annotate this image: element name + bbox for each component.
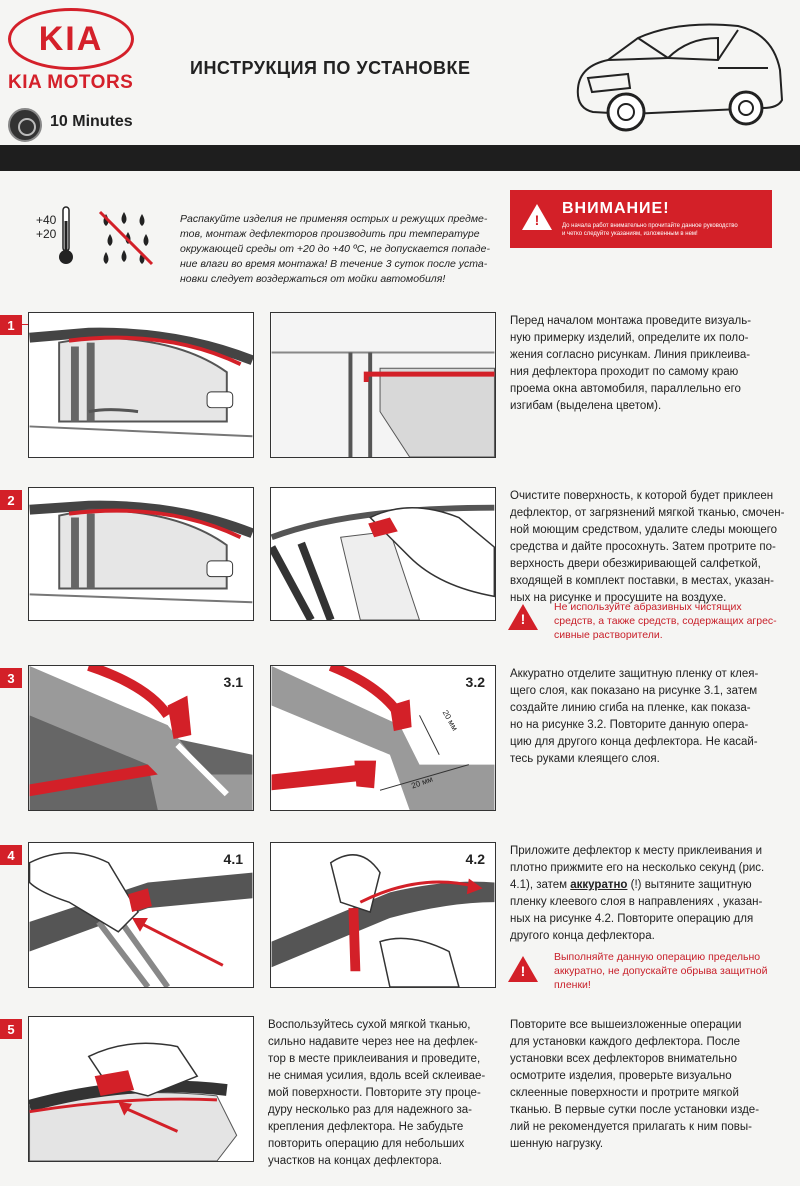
step4-line: пленку клеевого слоя в направлениях , указан- xyxy=(510,896,763,908)
figure-label: 4.2 xyxy=(465,851,485,867)
final-line: склеенные поверхности и протрите мягкой xyxy=(510,1087,739,1099)
step4-line: плотно прижмите его на несколько секунд (рис. xyxy=(510,862,765,874)
step2-line: ных на рисунке и просушите на воздухе. xyxy=(510,592,727,604)
step3-text xyxy=(510,666,795,768)
warning-box: ! ВНИМАНИЕ! До начала работ внимательно прочитайте данное руководство и четко следуйте указаниям, изложенным в нем! xyxy=(510,190,772,248)
kia-logo xyxy=(8,8,134,70)
step4-image-b xyxy=(270,842,496,988)
step5-line: сильно надавите через нее на дефлек- xyxy=(268,1036,478,1048)
step1-line: изгибам (выделена цветом). xyxy=(510,400,662,412)
final-line: тканью. В первые сутки после установки изде- xyxy=(510,1104,760,1116)
step1-text xyxy=(510,313,790,415)
step4-warning xyxy=(554,950,794,992)
step4-line-post: (!) вытяните защитную xyxy=(627,879,752,891)
figure-label: 3.1 xyxy=(223,674,243,690)
final-text xyxy=(510,1017,795,1153)
warning-title: ВНИМАНИЕ! xyxy=(562,200,670,217)
step2-line: верхность двери обезжиривающей салфеткой, xyxy=(510,558,761,570)
header-band xyxy=(0,145,800,171)
step5-text xyxy=(268,1017,503,1170)
step1-line: проема окна автомобиля, параллельно его xyxy=(510,383,741,395)
install-time: 10 Minutes xyxy=(50,113,133,130)
dimension-label: 20 мм xyxy=(440,708,460,733)
stopwatch-icon xyxy=(8,108,42,142)
step3-line: щего слоя, как показано на рисунке 3.1, затем xyxy=(510,685,758,697)
step2-line: средства и дайте просохнуть. Затем протрите по- xyxy=(510,541,776,553)
step3-image-b xyxy=(270,665,496,811)
step-number: 5 xyxy=(0,1019,22,1039)
step4-image-a xyxy=(28,842,254,988)
intro-note xyxy=(180,212,500,287)
warning-subtitle xyxy=(562,222,762,238)
step5-line: Воспользуйтесь сухой мягкой тканью, xyxy=(268,1019,471,1031)
final-line: осмотрите изделия, проверьте визуально xyxy=(510,1070,732,1082)
step2-line: Очистите поверхность, к которой будет приклеен xyxy=(510,490,774,502)
thermometer-icon xyxy=(58,205,74,267)
intro-note-line: ние влаги во время монтажа! В течение 3 суток после уста- xyxy=(180,258,488,270)
step4-warn-line: аккуратно, не допускайте обрыва защитной xyxy=(554,965,768,977)
step3-line: тесь руками клеящего слоя. xyxy=(510,753,660,765)
step5-image xyxy=(28,1016,254,1162)
step5-line: тор в месте приклеивания и проведите, xyxy=(268,1053,481,1065)
step5-line: повторить операцию для небольших xyxy=(268,1138,465,1150)
step2-warn-line: сивные растворители. xyxy=(554,629,663,641)
step2-line: ной моющим средством, удалите следы моющего xyxy=(510,524,778,536)
temp-low: +20 xyxy=(36,227,57,241)
final-line: для установки каждого дефлектора. После xyxy=(510,1036,741,1048)
no-moisture-icon xyxy=(96,208,156,268)
step5-line: участков на концах дефлектора. xyxy=(268,1155,442,1167)
step5-line: не снимая усилия, вдоль всей склеивае- xyxy=(268,1070,486,1082)
car-illustration xyxy=(568,8,790,136)
step4-text xyxy=(510,843,795,945)
step-number: 2 xyxy=(0,490,22,510)
temperature-range xyxy=(36,213,56,241)
step1-line: Перед началом монтажа проведите визуаль- xyxy=(510,315,752,327)
warning-sub-line: До начала работ внимательно прочитайте данное руководство xyxy=(562,223,738,229)
step-number: 4 xyxy=(0,845,22,865)
emphasis-text: аккуратно xyxy=(570,879,628,891)
logo-text: KIA xyxy=(38,19,104,58)
brand-name: KIA MOTORS xyxy=(8,72,134,93)
step1-image-a xyxy=(28,312,254,458)
intro-note-line: новки следует воздержаться от мойки автомобиля! xyxy=(180,273,446,285)
final-line: шенную нагрузку. xyxy=(510,1138,604,1150)
step4-line: Приложите дефлектор к месту приклеивания и xyxy=(510,845,763,857)
step5-line: крепления дефлектора. Не забудьте xyxy=(268,1121,464,1133)
step4-line: ных на рисунке 4.2. Повторите операцию для xyxy=(510,913,754,925)
step1-line: ную примерку изделий, определите их поло- xyxy=(510,332,749,344)
step2-warning xyxy=(554,600,794,642)
step2-warn-line: Не используйте абразивных чистящих xyxy=(554,601,742,613)
step3-line: Аккуратно отделите защитную пленку от клея- xyxy=(510,668,759,680)
step5-line: мой поверхности. Повторите эту проце- xyxy=(268,1087,481,1099)
step1-image-b xyxy=(270,312,496,458)
step1-line: ния дефлектора проходит по самому краю xyxy=(510,366,739,378)
step2-text xyxy=(510,488,798,607)
temp-high: +40 xyxy=(36,213,57,227)
final-line: установки всех дефлекторов внимательно xyxy=(510,1053,737,1065)
final-line: лий не рекомендуется прилагать к ним повы- xyxy=(510,1121,752,1133)
step2-warn-line: средств, а также средств, содержащих агрес- xyxy=(554,615,777,627)
step-number: 3 xyxy=(0,668,22,688)
step2-line: входящей в комплект поставки, в местах, указан- xyxy=(510,575,774,587)
final-line: Повторите все вышеизложенные операции xyxy=(510,1019,742,1031)
step3-line: создайте линию сгиба на пленке, как показа- xyxy=(510,702,751,714)
figure-label: 3.2 xyxy=(465,674,485,690)
step4-line xyxy=(510,877,795,894)
step-number: 1 xyxy=(0,315,22,335)
intro-note-line: тов, монтаж дефлекторов производить при температуре xyxy=(180,228,480,240)
intro-note-line: Распакуйте изделия не применяя острых и режущих предме- xyxy=(180,213,488,225)
step2-image-b xyxy=(270,487,496,621)
step4-line-pre: 4.1), затем xyxy=(510,879,571,891)
intro-note-line: окружающей среды от +20 до +40 ºС, не допускается попаде- xyxy=(180,243,490,255)
dimension-label: 20 мм xyxy=(410,774,434,791)
step2-line: дефлектор, от загрязнений мягкой тканью, смочен- xyxy=(510,507,785,519)
step5-line: дуру несколько раз для надежного за- xyxy=(268,1104,472,1116)
step4-warn-line: пленки! xyxy=(554,979,591,991)
page-title: ИНСТРУКЦИЯ ПО УСТАНОВКЕ xyxy=(190,58,471,78)
step3-line: цию для другого конца дефлектора. Не касай- xyxy=(510,736,758,748)
figure-label: 4.1 xyxy=(223,851,243,867)
step2-image-a xyxy=(28,487,254,621)
warning-sub-line: и четко следуйте указаниям, изложенным в нем! xyxy=(562,231,698,237)
step4-warn-line: Выполняйте данную операцию предельно xyxy=(554,951,761,963)
step4-line: другого конца дефлектора. xyxy=(510,930,655,942)
step3-line: но на рисунке 3.2. Повторите данную опера- xyxy=(510,719,749,731)
step1-line: жения согласно рисункам. Линия приклеива- xyxy=(510,349,751,361)
step3-image-a xyxy=(28,665,254,811)
